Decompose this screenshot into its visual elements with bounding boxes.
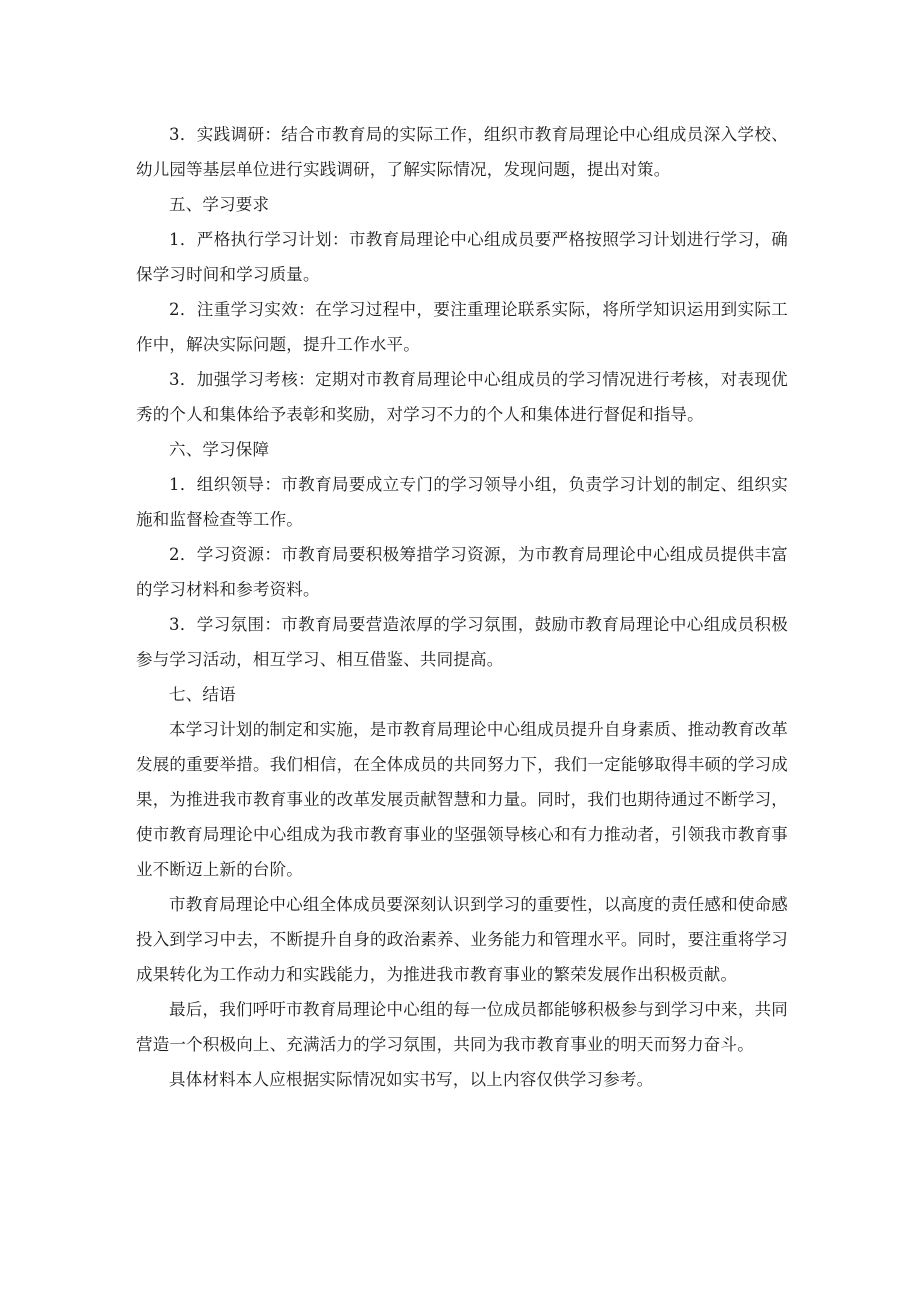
heading-study-guarantee: 六、学习保障 bbox=[169, 440, 270, 459]
paragraph-strengthen-assessment: 3．加强学习考核：定期对市教育局理论中心组成员的学习情况进行考核，对表现优秀的个人和集体给予表彰和奖励，对学习不力的个人和集体进行督促和指导。 bbox=[136, 370, 788, 424]
paragraph-study-atmosphere: 3．学习氛围：市教育局要营造浓厚的学习氛围，鼓励市教育局理论中心组成员积极参与学习活动，相互学习、相互借鉴、共同提高。 bbox=[136, 615, 788, 669]
paragraph-conclusion-1: 本学习计划的制定和实施，是市教育局理论中心组成员提升自身素质、推动教育改革发展的重要举措。我们相信，在全体成员的共同努力下，我们一定能够取得丰硕的学习成果，为推进我市教育事业的改革发展贡献智慧和力量。同时，我们也期待通过不断学习，使市教育局理论中心组成为我市教育事业的坚强领导核心和有力推动者，引领我市教育事业不断迈上新的台阶。 bbox=[136, 720, 788, 879]
paragraph-study-resources: 2．学习资源：市教育局要积极筹措学习资源，为市教育局理论中心组成员提供丰富的学习材料和参考资料。 bbox=[136, 545, 788, 599]
paragraph-conclusion-2: 市教育局理论中心组全体成员要深刻认识到学习的重要性，以高度的责任感和使命感投入到学习中去，不断提升自身的政治素养、业务能力和管理水平。同时，要注重将学习成果转化为工作动力和实践能力，为推进我市教育事业的繁荣发展作出积极贡献。 bbox=[136, 895, 788, 984]
paragraph-focus-effectiveness: 2．注重学习实效：在学习过程中，要注重理论联系实际，将所学知识运用到实际工作中，解决实际问题，提升工作水平。 bbox=[136, 300, 788, 354]
paragraph-organization-leadership: 1．组织领导：市教育局要成立专门的学习领导小组，负责学习计划的制定、组织实施和监督检查等工作。 bbox=[136, 475, 788, 529]
heading-study-requirements: 五、学习要求 bbox=[169, 195, 270, 214]
paragraph-practice-research: 3．实践调研：结合市教育局的实际工作，组织市教育局理论中心组成员深入学校、幼儿园等基层单位进行实践调研，了解实际情况，发现问题，提出对策。 bbox=[136, 125, 788, 179]
document-body bbox=[136, 117, 788, 1097]
paragraph-strict-plan: 1．严格执行学习计划：市教育局理论中心组成员要严格按照学习计划进行学习，确保学习时间和学习质量。 bbox=[136, 230, 788, 284]
heading-conclusion: 七、结语 bbox=[169, 685, 236, 704]
paragraph-disclaimer: 具体材料本人应根据实际情况如实书写，以上内容仅供学习参考。 bbox=[169, 1070, 654, 1089]
paragraph-conclusion-3: 最后，我们呼吁市教育局理论中心组的每一位成员都能够积极参与到学习中来，共同营造一个积极向上、充满活力的学习氛围，共同为我市教育事业的明天而努力奋斗。 bbox=[136, 1000, 788, 1054]
